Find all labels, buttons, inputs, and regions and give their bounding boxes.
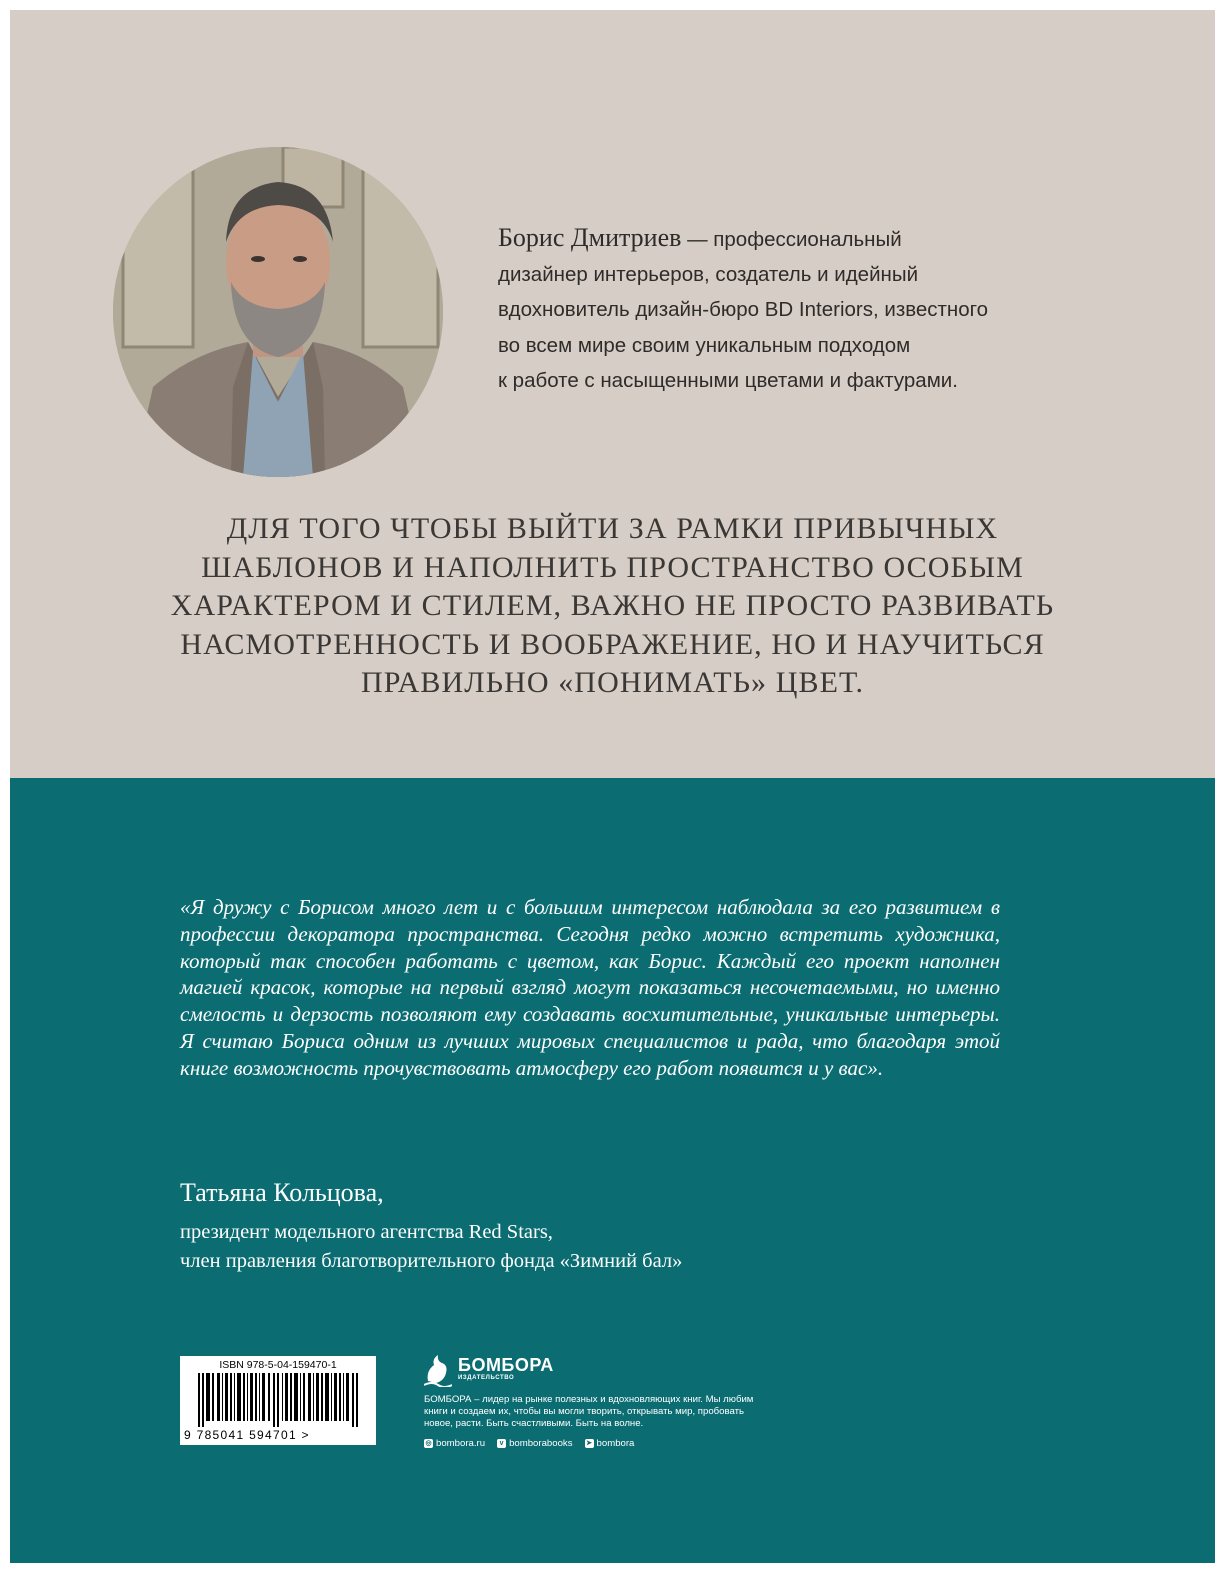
testimonial-author-role bbox=[180, 1218, 682, 1276]
author-photo bbox=[113, 147, 443, 477]
isbn-number: ISBN 978-5-04-159470-1 bbox=[219, 1359, 337, 1371]
social-instagram[interactable] bbox=[424, 1438, 485, 1449]
bio-line-4: во всем мире своим уникальным подходом bbox=[498, 333, 911, 357]
publisher-subtitle: ИЗДАТЕЛЬСТВО bbox=[458, 1375, 515, 1381]
tagline bbox=[70, 510, 1155, 703]
vk-icon: v bbox=[497, 1439, 506, 1448]
tagline-line-3: ХАРАКТЕРОМ И СТИЛЕМ, ВАЖНО НЕ ПРОСТО РАЗВИВАТЬ bbox=[170, 589, 1055, 622]
tagline-line-2: ШАБЛОНОВ И НАПОЛНИТЬ ПРОСТРАНСТВО ОСОБЫМ bbox=[201, 550, 1024, 584]
social-label: bombora.ru bbox=[436, 1438, 486, 1449]
author-name: Борис Дмитриев bbox=[498, 223, 682, 252]
book-back-cover bbox=[10, 10, 1215, 1563]
tagline-line-5: ПРАВИЛЬНО «ПОНИМАТЬ» ЦВЕТ. bbox=[360, 666, 865, 699]
publisher-socials bbox=[424, 1438, 764, 1449]
publisher-block bbox=[424, 1350, 764, 1449]
author-portrait bbox=[113, 147, 443, 477]
upper-panel bbox=[10, 10, 1215, 778]
bio-line-2: дизайнер интерьеров, создатель и идейный bbox=[498, 263, 919, 287]
testimonial-quote: «Я дружу с Борисом много лет и с большим интересом наблюдала за его развитием в профессии декоратора пространства. Сегодня редко можно встретить художника, который так способен работать с цветом, как Борис. Каждый его проект наполнен магией красок, которые на первый взгляд могут показаться несочетаемыми, но именно смелость и дерзость позволяют ему создавать восхитительные, уникальные интерьеры. Я считаю Бориса одним из лучших мировых специалистов и рада, что благодаря этой книге возможность прочувствовать атмосферу его работ появится и у вас». bbox=[180, 895, 1000, 1080]
barcode-bars bbox=[184, 1373, 372, 1427]
bio-line-3: вдохновитель дизайн-бюро BD Interiors, известного bbox=[498, 298, 989, 322]
telegram-icon: ➤ bbox=[586, 1440, 592, 1447]
testimonial-author: Татьяна Кольцова, bbox=[180, 1178, 384, 1207]
instagram-icon: ◎ bbox=[425, 1440, 432, 1447]
publisher-description: БОМБОРА – лидер на рынке полезных и вдохновляющих книг. Мы любим книги и создаем их, чтобы вы могли творить, открывать мир, пробовать новое, расти. Быть счастливыми. Быть на волне. bbox=[424, 1394, 754, 1429]
bombora-logo-icon bbox=[424, 1351, 452, 1387]
publisher-logo bbox=[424, 1350, 764, 1388]
social-telegram[interactable] bbox=[585, 1438, 635, 1449]
role-line-1: президент модельного агентства Red Stars, bbox=[180, 1221, 553, 1243]
social-label: bomborabooks bbox=[509, 1438, 573, 1449]
publisher-name: БОМБОРА bbox=[458, 1355, 554, 1375]
barcode-digits: 9 785041 594701 > bbox=[184, 1428, 310, 1442]
isbn-barcode bbox=[180, 1356, 376, 1445]
bio-line-1: Борис Дмитриев — профессиональный bbox=[498, 223, 902, 252]
social-vk[interactable] bbox=[497, 1438, 572, 1449]
social-label: bombora bbox=[596, 1438, 635, 1449]
role-line-2: член правления благотворительного фонда «Зимний бал» bbox=[180, 1250, 683, 1272]
tagline-line-4: НАСМОТРЕННОСТЬ И ВООБРАЖЕНИЕ, НО И НАУЧИТЬСЯ bbox=[180, 627, 1045, 661]
tagline-line-1: ДЛЯ ТОГО ЧТОБЫ ВЫЙТИ ЗА РАМКИ ПРИВЫЧНЫХ bbox=[226, 512, 999, 545]
bio-line-5: к работе с насыщенными цветами и фактурами. bbox=[498, 368, 958, 392]
author-bio bbox=[498, 220, 1058, 398]
